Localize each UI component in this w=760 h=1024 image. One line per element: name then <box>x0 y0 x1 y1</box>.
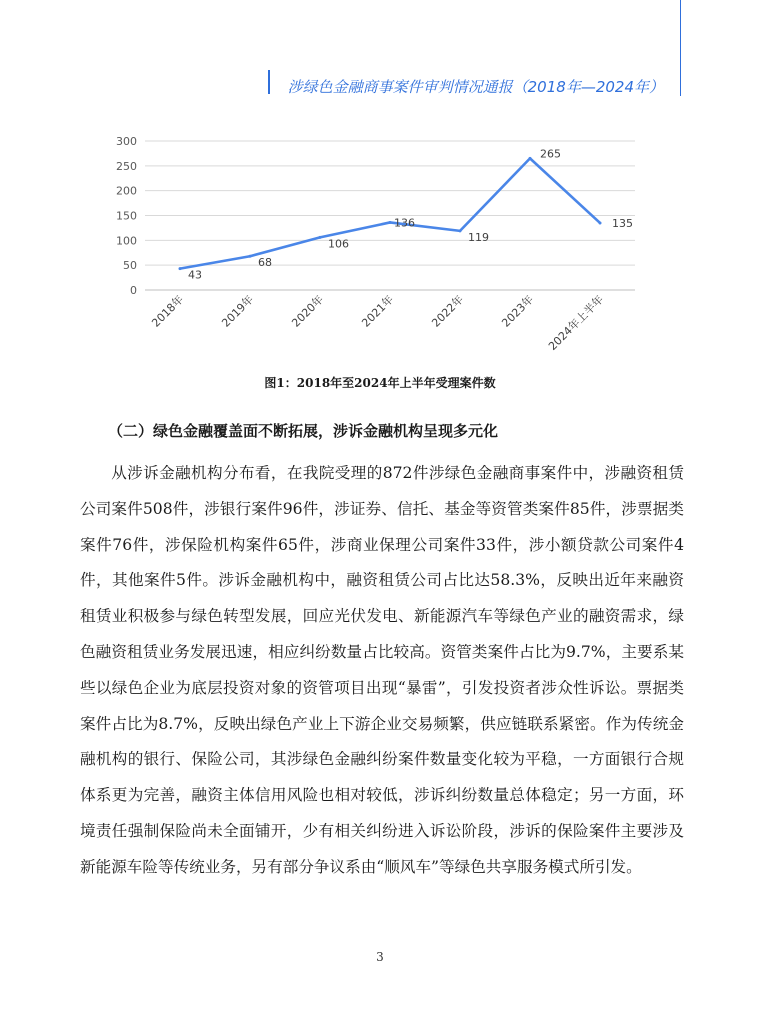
data-point <box>459 229 462 232</box>
data-label: 136 <box>394 216 415 230</box>
data-label: 135 <box>612 216 633 230</box>
data-point <box>529 157 532 160</box>
data-point <box>319 236 322 239</box>
x-tick-label: 2023年 <box>499 292 537 330</box>
running-header: 涉绿色金融商事案件审判情况通报（2018年—2024年） <box>287 78 664 96</box>
cases-line-chart <box>100 128 660 378</box>
body-paragraph: 从涉诉金融机构分布看，在我院受理的872件涉绿色金融商事案件中，涉融资租赁公司案件508件，涉银行案件96件，涉证券、信托、基金等资管类案件85件，涉票据类案件76件，涉保险机构案件65件，涉商业保理公司案件33件，涉小额贷款公司案件4件，其他案件5件。涉诉金融机构中，融资租赁公司占比达58.3%，反映出近年来融资租赁业积极参与绿色转型发展，回应光伏发电、新能源汽车等绿色产业的融资需求，绿色融资租赁业务发展迅速，相应纠纷数量占比较高。资管类案件占比为9.7%，主要系某些以绿色企业为底层投资对象的资管项目出现“暴雷”，引发投资者涉众性诉讼。票据类案件占比为8.7%，反映出绿色产业上下游企业交易频繁，供应链联系紧密。作为传统金融机构的银行、保险公司，其涉绿色金融纠纷案件数量变化较为平稳，一方面银行合规体系更为完善，融资主体信用风险也相对较低，涉诉纠纷数量总体稳定；另一方面，环境责任强制保险尚未全面铺开，少有相关纠纷进入诉讼阶段，涉诉的保险案件主要涉及新能源车险等传统业务，另有部分争议系由“顺风车”等绿色共享服务模式所引发。 <box>80 464 684 876</box>
data-point <box>249 255 252 258</box>
y-tick-label: 300 <box>116 135 137 148</box>
x-tick-label: 2024年上半年 <box>546 292 607 354</box>
y-tick-label: 100 <box>116 234 137 248</box>
data-label: 265 <box>540 147 561 161</box>
figure-caption: 图1：2018年至2024年上半年受理案件数 <box>264 376 496 390</box>
x-tick-label: 2019年 <box>219 292 257 330</box>
y-tick-label: 0 <box>130 284 137 297</box>
y-tick-label: 50 <box>123 259 137 273</box>
data-label: 68 <box>258 256 272 270</box>
data-label: 106 <box>328 237 349 251</box>
data-label: 43 <box>188 268 202 282</box>
data-point <box>179 267 182 270</box>
data-point <box>599 221 602 224</box>
x-tick-label: 2018年 <box>149 292 187 330</box>
y-tick-label: 250 <box>116 159 137 173</box>
series-line <box>180 158 600 268</box>
data-point <box>389 221 392 224</box>
page-number: 3 <box>376 950 384 964</box>
section-heading: （二）绿色金融覆盖面不断拓展，涉诉金融机构呈现多元化 <box>108 422 499 440</box>
x-tick-label: 2022年 <box>429 292 467 330</box>
x-tick-label: 2021年 <box>359 292 397 330</box>
header-rule <box>680 0 681 96</box>
y-tick-label: 150 <box>116 209 137 223</box>
data-label: 119 <box>468 230 489 244</box>
x-tick-label: 2020年 <box>289 292 327 330</box>
header-accent-bar <box>268 70 270 94</box>
y-tick-label: 200 <box>116 184 137 198</box>
